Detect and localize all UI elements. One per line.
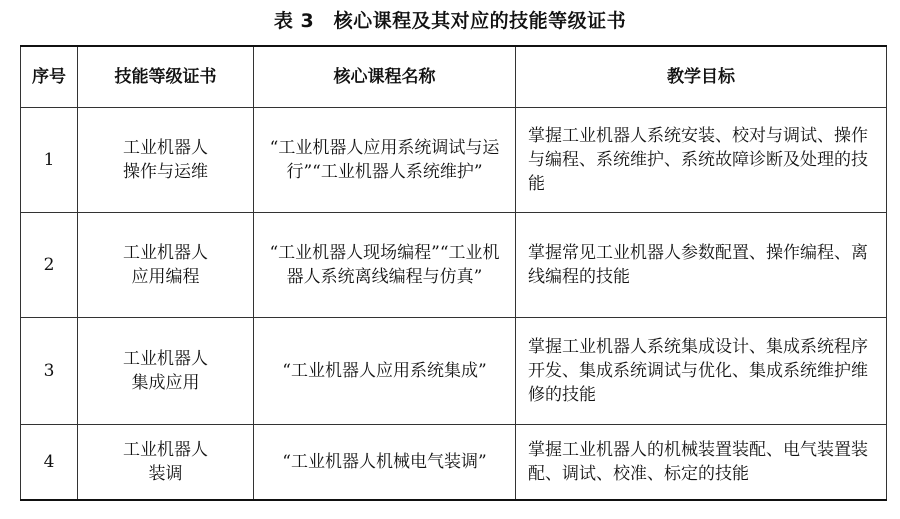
certificate-line: 工业机器人 [123,243,208,263]
certificate-line: 操作与运维 [123,162,208,182]
row-course: “工业机器人应用系统调试与运行”“工业机器人系统维护” [254,108,516,213]
row-course: “工业机器人机械电气装调” [254,425,516,501]
row-no: 2 [21,213,78,318]
certificate-line: 工业机器人 [123,349,208,369]
row-certificate [78,213,254,318]
row-course: “工业机器人现场编程”“工业机器人系统离线编程与仿真” [254,213,516,318]
header-course: 核心课程名称 [254,46,516,108]
certificate-line: 集成应用 [131,373,200,393]
table-row [21,108,887,213]
certificate-line: 装调 [148,464,183,484]
row-certificate [78,108,254,213]
header-goal: 教学目标 [516,46,887,108]
certificate-line: 工业机器人 [123,440,208,460]
row-no: 4 [21,425,78,501]
row-goal: 掌握工业机器人的机械装置装配、电气装置装配、调试、校准、标定的技能 [516,425,887,501]
row-course: “工业机器人应用系统集成” [254,318,516,425]
certificate-line: 工业机器人 [123,138,208,158]
certificate-line: 应用编程 [131,267,200,287]
table-container [20,45,886,497]
table-row [21,213,887,318]
skill-certificate-table [20,45,887,501]
table-row [21,318,887,425]
row-goal: 掌握工业机器人系统集成设计、集成系统程序开发、集成系统调试与优化、集成系统维护维修的技能 [516,318,887,425]
row-goal: 掌握常见工业机器人参数配置、操作编程、离线编程的技能 [516,213,887,318]
table-title: 表 3 核心课程及其对应的技能等级证书 [273,10,627,32]
row-no: 3 [21,318,78,425]
header-certificate: 技能等级证书 [78,46,254,108]
table-row [21,425,887,501]
row-certificate [78,318,254,425]
row-certificate [78,425,254,501]
header-no: 序号 [21,46,78,108]
row-no: 1 [21,108,78,213]
header-row [21,46,887,108]
row-goal: 掌握工业机器人系统安装、校对与调试、操作与编程、系统维护、系统故障诊断及处理的技能 [516,108,887,213]
